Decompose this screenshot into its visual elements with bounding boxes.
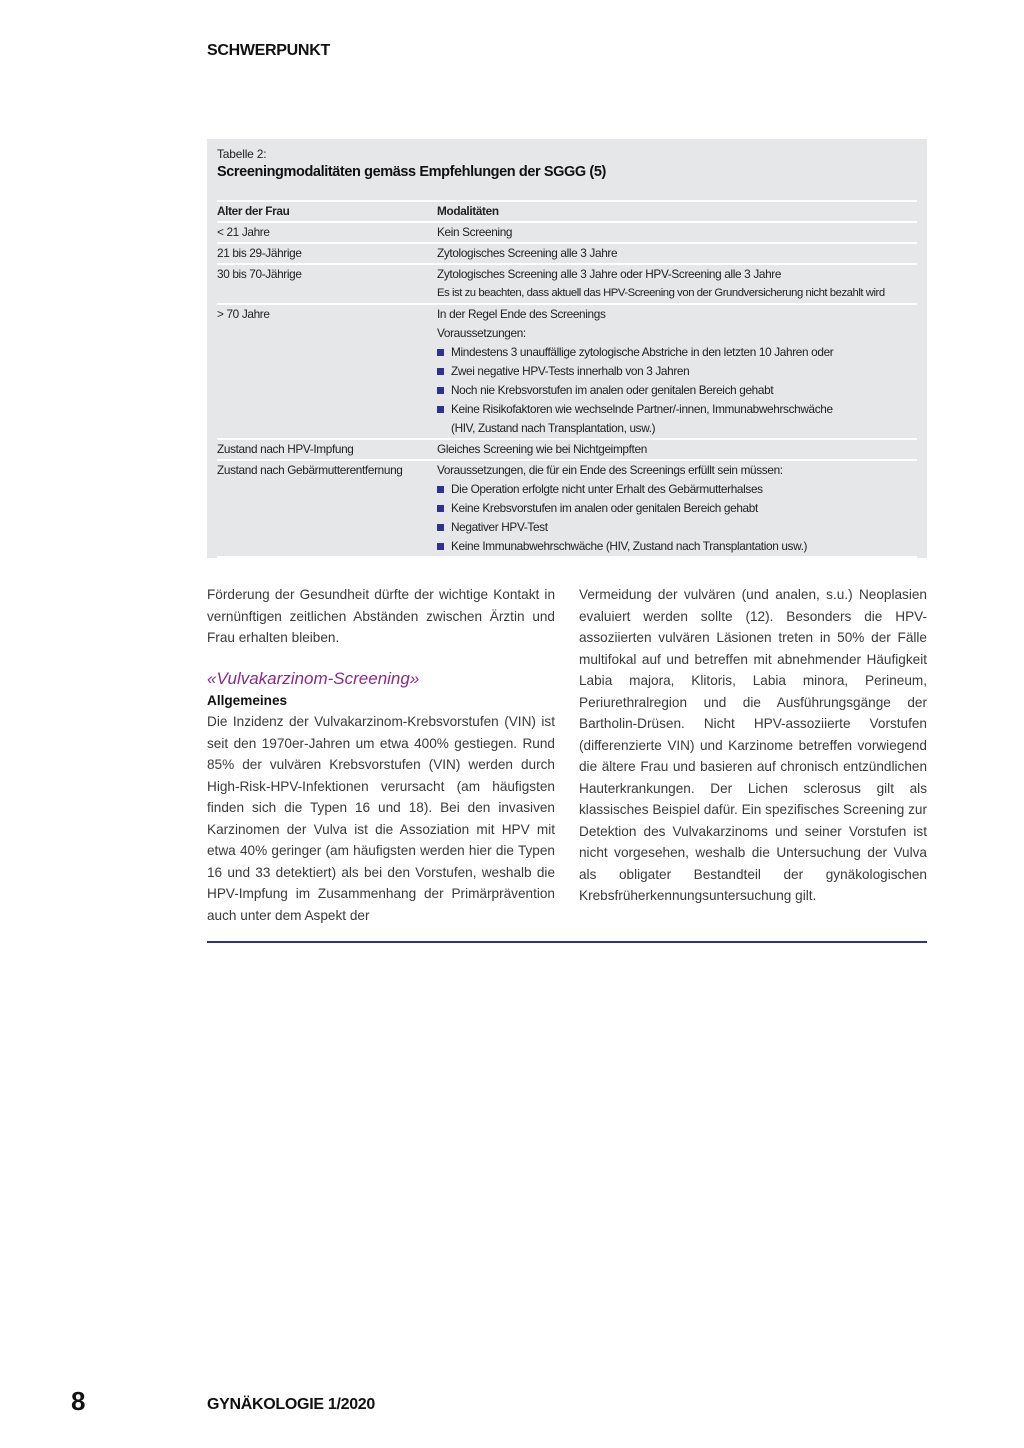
row-prerequisites-label: Voraussetzungen: xyxy=(437,326,526,340)
square-bullet-icon xyxy=(437,349,444,356)
row-note: Es ist zu beachten, dass aktuell das HPV-Screening von der Grundversicherung nicht bezahlt wird xyxy=(437,287,885,299)
intro-paragraph: Förderung der Gesundheit dürfte der wichtige Kontakt in vernünftigen zeitlichen Abständen zwischen Ärztin und Frau erhalten bleiben. xyxy=(207,587,555,645)
table-header-row xyxy=(217,200,917,221)
table-row xyxy=(217,221,917,242)
square-bullet-icon xyxy=(437,406,444,413)
row-age: 30 bis 70-Jährige xyxy=(217,267,302,281)
bullet-item: Keine Risikofaktoren wie wechselnde Partner/-innen, Immunabwehrschwäche xyxy=(437,400,917,419)
table-row xyxy=(217,459,917,558)
bullet-item: Noch nie Krebsvorstufen im analen oder genitalen Bereich gehabt xyxy=(437,381,917,400)
square-bullet-icon xyxy=(437,368,444,375)
screening-table-box xyxy=(207,139,927,558)
bullet-item: Die Operation erfolgte nicht unter Erhalt des Gebärmutterhalses xyxy=(437,480,917,499)
bullet-continuation: (HIV, Zustand nach Transplantation, usw.) xyxy=(451,421,656,435)
bullet-item: Zwei negative HPV-Tests innerhalb von 3 Jahren xyxy=(437,362,917,381)
table-row xyxy=(217,263,917,303)
body-paragraph: Die Inzidenz der Vulvakarzinom-Krebsvorstufen (VIN) ist seit den 1970er-Jahren um etwa 400% gestiegen. Rund 85% der vulvären Krebsvorstufen (VIN) werden durch High-Risk-HPV-Infektionen verursacht (am häufigsten finden sich die Typen 16 und 18). Bei den invasiven Karzinomen der Vulva ist die Assoziation mit HPV mit etwa 40% geringer (am häufigsten werden hier die Typen 16 und 33 detektiert) als bei den Vorstufen, weshalb die HPV-Impfung im Zusammenhang der Primärprävention auch unter dem Aspekt der xyxy=(207,714,555,923)
bullet-item: Mindestens 3 unauffällige zytologische Abstriche in den letzten 10 Jahren oder xyxy=(437,343,917,362)
left-column xyxy=(207,584,555,926)
section-heading: «Vulvakarzinom-Screening» xyxy=(207,668,420,688)
row-age: Zustand nach HPV-Impfung xyxy=(217,442,354,456)
table-row xyxy=(217,303,917,438)
journal-issue: GYNÄKOLOGIE 1/2020 xyxy=(207,1396,375,1413)
section-divider xyxy=(207,941,927,943)
column-header-age: Alter der Frau xyxy=(217,204,290,218)
screening-table xyxy=(217,200,917,558)
section-label: SCHWERPUNKT xyxy=(207,42,330,59)
subheading: Allgemeines xyxy=(207,692,288,708)
row-modality: In der Regel Ende des Screenings xyxy=(437,307,606,321)
square-bullet-icon xyxy=(437,524,444,531)
row-prerequisites-label: Voraussetzungen, die für ein Ende des Screenings erfüllt sein müssen: xyxy=(437,463,783,477)
row-age: > 70 Jahre xyxy=(217,307,270,321)
page-number: 8 xyxy=(71,1386,85,1416)
row-age: 21 bis 29-Jährige xyxy=(217,246,302,260)
column-header-modalities: Modalitäten xyxy=(437,204,499,218)
table-title: Screeningmodalitäten gemäss Empfehlungen der SGGG (5) xyxy=(217,164,606,180)
bullet-item: Negativer HPV-Test xyxy=(437,518,917,537)
square-bullet-icon xyxy=(437,486,444,493)
square-bullet-icon xyxy=(437,505,444,512)
row-modality: Kein Screening xyxy=(437,225,513,239)
table-row xyxy=(217,242,917,263)
row-modality: Gleiches Screening wie bei Nichtgeimpften xyxy=(437,442,647,456)
row-modality: Zytologisches Screening alle 3 Jahre oder HPV-Screening alle 3 Jahre xyxy=(437,267,782,281)
body-paragraph: Vermeidung der vulvären (und analen, s.u.) Neoplasien evaluiert werden sollte (12). Besonders die HPV-assoziierten vulvären Läsionen treten in 50% der Fälle multifokal auf und betreffen mit abnehmender Häufigkeit Labia majora, Klitoris, Labia minora, Perineum, Periurethralregion und die Ausführungsgänge der Bartholin-Drüsen. Nicht HPV-assoziierte Vorstufen (differenzierte VIN) und Karzinome betreffen vorwiegend die ältere Frau und basieren auf chronisch entzündlichen Hauterkrankungen. Der Lichen sclerosus gilt als klassisches Beispiel dafür. Ein spezifisches Screening zur Detektion des Vulvakarzinoms und seiner Vorstufen ist nicht vorgesehen, weshalb die Untersuchung der Vulva als obligater Bestandteil der gynäkologischen Krebsfrüherkennungsuntersuchung gilt. xyxy=(579,587,927,903)
table-row xyxy=(217,438,917,459)
table-label: Tabelle 2: xyxy=(217,147,267,161)
bullet-item: Keine Immunabwehrschwäche (HIV, Zustand nach Transplantation usw.) xyxy=(437,537,917,556)
row-age: < 21 Jahre xyxy=(217,225,270,239)
bullet-item: Keine Krebsvorstufen im analen oder genitalen Bereich gehabt xyxy=(437,499,917,518)
square-bullet-icon xyxy=(437,387,444,394)
square-bullet-icon xyxy=(437,543,444,550)
row-age: Zustand nach Gebärmutterentfernung xyxy=(217,463,403,477)
row-modality: Zytologisches Screening alle 3 Jahre xyxy=(437,246,618,260)
right-column xyxy=(579,584,927,907)
